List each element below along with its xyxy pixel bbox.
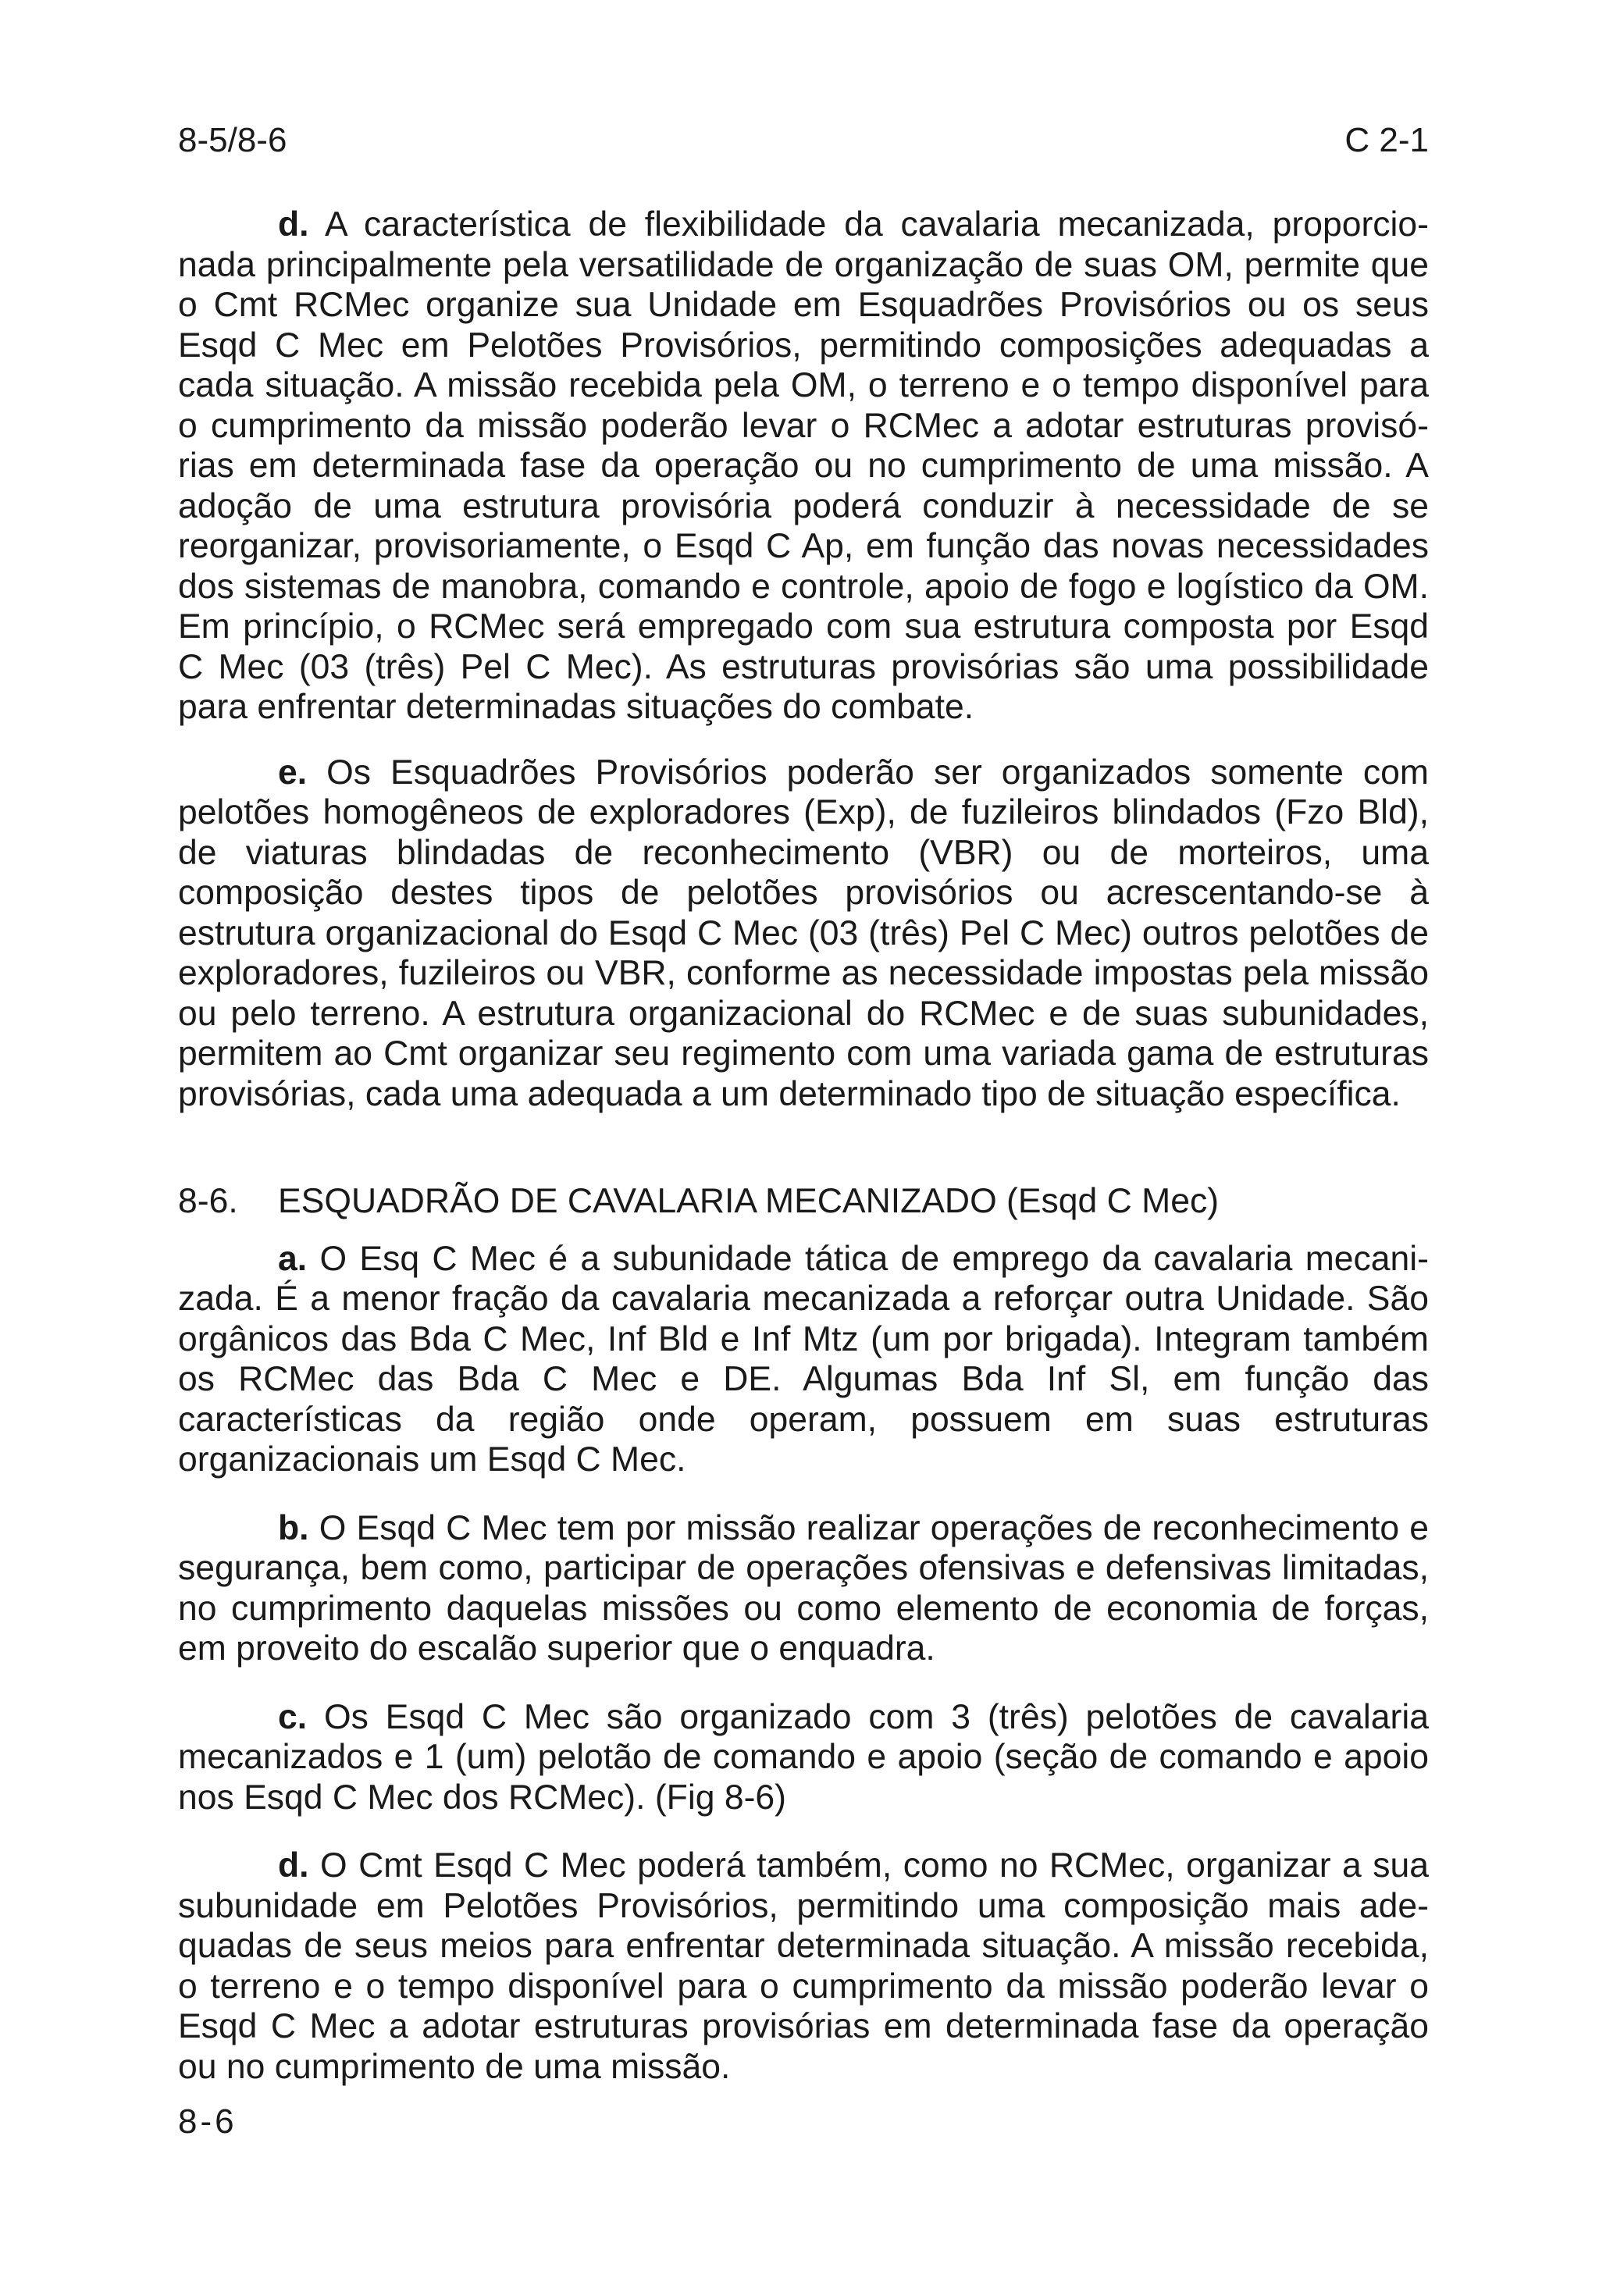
page-footer-number: 8-6 [178,2102,237,2141]
paragraph-label: d. [278,205,309,244]
paragraph-8-6-d [178,1846,1429,2087]
paragraph-label: c. [278,1697,308,1736]
paragraph-text: O Cmt Esqd C Mec poderá também, como no RCMec, organizar a sua subunidade em Pelotões Provisórios, permitindo uma composição mais adequadas de seus meios para enfrentar determinada situação. A missão recebida, o terreno e o tempo disponível para o cumprimento da missão poderão levar o Esqd C Mec a adotar estruturas provisórias em determinada fase da operação ou no cumprimento de uma missão. [178,1846,1429,2086]
paragraph-text: Os Esqd C Mec são organizado com 3 (três) pelotões de cavalaria mecanizados e 1 (um) pelotão de comando e apoio (seção de comando e apoio nos Esqd C Mec dos RCMec). (Fig 8-6) [178,1697,1429,1817]
paragraph-text: Os Esquadrões Provisórios poderão ser organizados somente com pelotões homogêneos de exploradores (Exp), de fuzileiros blindados (Fzo Bld), de viaturas blindadas de reconhecimento (VBR) ou de morteiros, uma composição destes tipos de pelotões provisórios ou acrescentando-se à estrutura organizacional do Esqd C Mec (03 (três) Pel C Mec) outros pelotões de exploradores, fuzileiros ou VBR, conforme as necessidade impostas pela missão ou pelo terreno. A estrutura organizacional do RCMec e de suas subunidades, permitem ao Cmt organizar seu regimento com uma variada gama de estruturas provisórias, cada uma adequada a um determinado tipo de situação específica. [178,753,1429,1113]
paragraph-text: O Esqd C Mec tem por missão realizar operações de reconhecimento e segurança, bem como, participar de operações ofensivas e defensivas limitadas, no cumprimento daquelas missões ou como elemento de economia de forças, em proveito do escalão superior que o enquadra. [178,1508,1429,1668]
paragraph-8-5-e [178,753,1429,1115]
page-header [178,117,1429,164]
paragraph-8-6-a [178,1239,1429,1480]
section-number: 8-6. [178,1182,238,1220]
page-content [178,205,1429,2087]
paragraph-text: A característica de flexibilidade da cavalaria mecanizada, proporcionada principalmente pela versatilidade de organização de suas OM, permite que o Cmt RCMec organize sua Unidade em Esquadrões Provisórios ou os seus Esqd C Mec em Pelotões Provisórios, permitindo composições adequadas a cada situação. A missão recebida pela OM, o terreno e o tempo disponível para o cumprimento da missão poderão levar o RCMec a adotar estruturas provisórias em determinada fase da operação ou no cumprimento de uma missão. A adoção de uma estrutura provisória poderá conduzir à necessidade de se reorganizar, provisoriamente, o Esqd C Ap, em função das novas necessidades dos sistemas de manobra, comando e controle, apoio de fogo e logístico da OM. Em princípio, o RCMec será empregado com sua estrutura composta por Esqd C Mec (03 (três) Pel C Mec). As estruturas provisórias são uma possibilidade para enfrentar determinadas situações do combate. [178,205,1429,726]
paragraph-8-6-c [178,1697,1429,1818]
paragraph-label: b. [278,1508,309,1547]
section-heading [178,1181,1429,1222]
paragraph-text: O Esq C Mec é a subunidade tática de emprego da cavalaria mecanizada. É a menor fração da cavalaria mecanizada a reforçar outra Unidade. São orgânicos das Bda C Mec, Inf Bld e Inf Mtz (um por brigada). Integram também os RCMec das Bda C Mec e DE. Algumas Bda Inf Sl, em função das características da região onde operam, possuem em suas estruturas organizacionais um Esqd C Mec. [178,1239,1429,1479]
section-title: ESQUADRÃO DE CAVALARIA MECANIZADO (Esqd C Mec) [278,1182,1220,1220]
paragraph-8-6-b [178,1508,1429,1669]
paragraph-label: d. [278,1846,309,1885]
paragraph-label: e. [278,753,308,792]
paragraph-8-5-d [178,205,1429,728]
header-section-range: 8-5/8-6 [178,121,287,159]
header-manual-code: C 2-1 [1344,121,1429,159]
paragraph-label: a. [278,1239,308,1278]
